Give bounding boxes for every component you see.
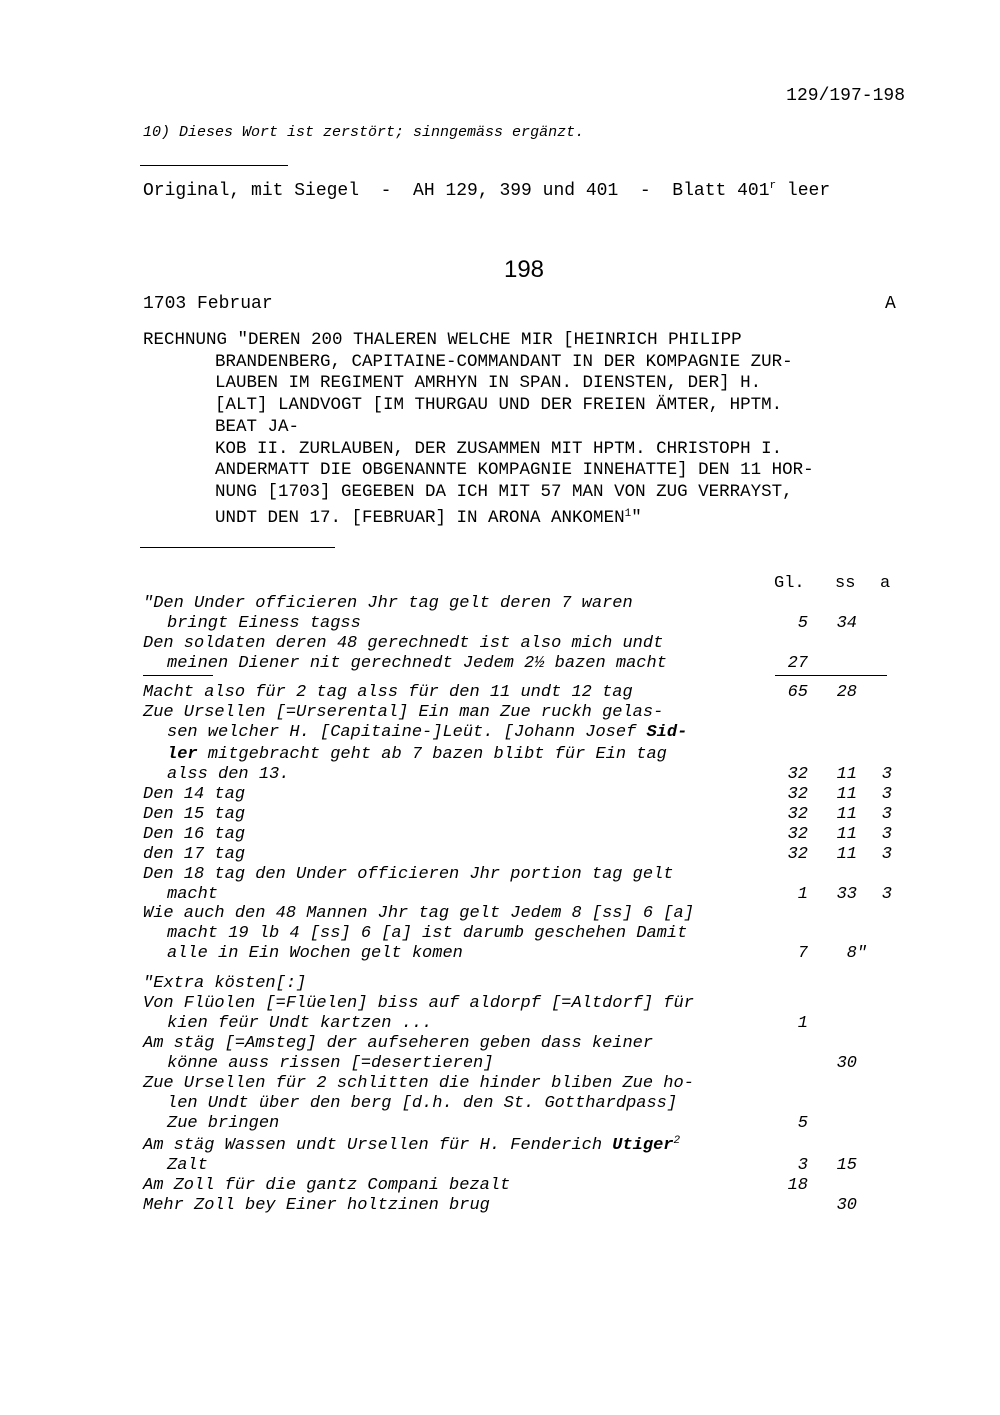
row-text: Den soldaten deren 48 gerechnedt ist also mich undt — [143, 634, 664, 653]
row-text: "Den Under officieren Jhr tag gelt deren 7 waren — [143, 594, 633, 613]
table-row — [143, 785, 245, 804]
source-text-after: leer — [776, 181, 831, 201]
document-number: 198 — [503, 256, 545, 283]
row-text: alss den 13. — [167, 765, 290, 784]
page-reference: 129/197-198 — [786, 86, 905, 106]
amount-gl: 32 — [787, 805, 808, 824]
amount-gl: 5 — [797, 1114, 808, 1133]
table-row — [167, 765, 289, 784]
heading-quote-close: " — [631, 507, 642, 528]
row-text: "Extra kösten[:] — [143, 974, 307, 993]
heading-line-text: [ALT] LANDVOGT [IM THURGAU UND DER FREIEN ÄMTER, HPTM. — [215, 395, 783, 416]
table-row — [143, 634, 663, 653]
amount-ss: 28 — [836, 683, 857, 702]
amount-ss: 33 — [836, 885, 857, 904]
amount-a: 3 — [881, 765, 892, 784]
row-text: Zalt — [167, 1156, 208, 1175]
table-row — [143, 1135, 680, 1155]
amount-ss: 34 — [836, 614, 857, 633]
amount-gl: 32 — [787, 845, 808, 864]
amount-gl: 27 — [787, 654, 808, 673]
row-text: len Undt über den berg [d.h. den St. Gotthardpass] — [167, 1094, 678, 1113]
heading-line-text: UNDT DEN 17. [FEBRUAR] IN ARONA ANKOMEN — [215, 507, 625, 528]
row-text: Wie auch den 48 Mannen Jhr tag gelt Jedem 8 [ss] 6 [a] — [143, 904, 694, 923]
person-name: ler — [167, 745, 198, 764]
table-row — [167, 614, 361, 633]
amount-gl: 3 — [797, 1156, 808, 1175]
amount-ss: 11 — [836, 805, 857, 824]
amount-a: 3 — [881, 845, 892, 864]
amount-gl: 18 — [787, 1176, 808, 1195]
table-row — [167, 745, 667, 764]
amount-ss: 11 — [836, 785, 857, 804]
heading-line-text: RECHNUNG "DEREN 200 THALEREN WELCHE MIR [HEINRICH PHILIPP — [143, 330, 742, 350]
column-header-a: a — [880, 574, 891, 593]
person-name: Utiger — [612, 1136, 674, 1155]
row-text: Zue Ursellen [=Urserental] Ein man Zue ruckh gelas- — [143, 703, 664, 722]
row-text: Von Flüolen [=Flüelen] biss auf aldorpf [=Altdorf] für — [143, 994, 694, 1013]
document-date: 1703 Februar — [143, 294, 273, 314]
row-text: Den 14 tag — [143, 785, 246, 804]
table-row — [143, 1034, 653, 1053]
column-header-gl: Gl. — [774, 574, 805, 593]
heading-line-text: NUNG [1703] GEGEBEN DA ICH MIT 57 MAN VON ZUG VERRAYST, — [215, 481, 793, 502]
table-row — [167, 1114, 279, 1133]
amount-gl: 65 — [787, 683, 808, 702]
heading-line-text: BRANDENBERG, CAPITAINE-COMMANDANT IN DER KOMPAGNIE ZUR- — [215, 351, 793, 372]
table-row — [167, 654, 667, 673]
table-row — [143, 904, 694, 923]
heading-line-text: KOB II. ZURLAUBEN, DER ZUSAMMEN MIT HPTM. CHRISTOPH I. — [215, 438, 783, 459]
amount-ss: 15 — [836, 1156, 857, 1175]
amount-ss: 11 — [836, 765, 857, 784]
table-row — [143, 1196, 490, 1215]
row-text: Zue Ursellen für 2 schlitten die hinder bliben Zue ho- — [143, 1074, 694, 1093]
amount-ss: 8" — [846, 944, 867, 963]
row-text: Zue bringen — [167, 1114, 280, 1133]
table-row — [143, 683, 633, 702]
table-row — [143, 994, 694, 1013]
table-row — [143, 845, 245, 864]
table-row — [167, 723, 687, 742]
row-text: Am stäg Wassen undt Ursellen für H. Fenderich — [143, 1136, 613, 1155]
table-row — [143, 1176, 510, 1195]
amount-gl: 32 — [787, 825, 808, 844]
table-row — [167, 944, 463, 963]
row-text: Den 18 tag den Under officieren Jhr portion tag gelt — [143, 865, 674, 884]
table-row — [167, 1054, 493, 1073]
column-header-ss: ss — [835, 574, 856, 593]
heading-line-text: ANDERMATT DIE OBGENANNTE KOMPAGNIE INNEHATTE] DEN 11 HOR- — [215, 460, 814, 481]
amount-ss: 30 — [836, 1196, 857, 1215]
footnote-10: 10) Dieses Wort ist zerstört; sinngemäss ergänzt. — [143, 124, 585, 141]
amount-a: 3 — [881, 825, 892, 844]
table-row — [143, 594, 633, 613]
row-text: Den 15 tag — [143, 805, 246, 824]
source-sup: r — [769, 180, 777, 192]
amount-ss: 30 — [836, 1054, 857, 1073]
amount-gl: 32 — [787, 765, 808, 784]
row-text: könne auss rissen [=desertieren] — [167, 1054, 494, 1073]
table-row — [143, 1074, 694, 1093]
person-name: Sid- — [646, 723, 688, 742]
heading-line-text: BEAT JA- — [215, 416, 300, 437]
amount-gl: 7 — [797, 944, 808, 963]
row-text: Macht also für 2 tag alss für den 11 undt 12 tag — [143, 683, 633, 702]
row-text: kien feür Undt kartzen ... — [167, 1014, 433, 1033]
row-text: Mehr Zoll bey Einer holtzinen brug — [143, 1196, 490, 1215]
subtotal-rule-right — [775, 675, 887, 676]
document-letter: A — [885, 294, 896, 314]
amount-gl: 5 — [797, 614, 808, 633]
row-text: Am Zoll für die gantz Compani bezalt — [143, 1176, 511, 1195]
amount-a: 3 — [881, 785, 892, 804]
amount-ss: 11 — [836, 825, 857, 844]
row-text: Am stäg [=Amsteg] der aufseheren geben dass keiner — [143, 1034, 654, 1053]
row-text: alle in Ein Wochen gelt komen — [167, 944, 463, 963]
amount-gl: 1 — [797, 885, 808, 904]
table-row — [143, 865, 674, 884]
row-text: bringt Einess tagss — [167, 614, 361, 633]
amount-gl: 1 — [797, 1014, 808, 1033]
amount-a: 3 — [881, 805, 892, 824]
footnote-ref: 1 — [624, 507, 632, 520]
amount-a: 3 — [881, 885, 892, 904]
table-row — [143, 825, 245, 844]
row-text: sen welcher H. [Capitaine-]Leüt. [Johann Josef — [167, 723, 647, 742]
table-row — [167, 1094, 677, 1113]
footnote-ref: 2 — [673, 1135, 681, 1147]
table-row — [167, 924, 687, 943]
row-text: Den 16 tag — [143, 825, 246, 844]
table-row — [143, 974, 306, 993]
source-text: Original, mit Siegel - AH 129, 399 und 401 - Blatt 401 — [143, 181, 770, 201]
row-text: mitgebracht geht ab 7 bazen blibt für Ein tag — [197, 745, 667, 764]
row-text: macht 19 lb 4 [ss] 6 [a] ist darumb geschehen Damit — [167, 924, 688, 943]
table-row — [167, 1014, 432, 1033]
amount-ss: 11 — [836, 845, 857, 864]
table-row — [143, 805, 245, 824]
table-row — [167, 885, 218, 904]
row-text: macht — [167, 885, 219, 904]
heading-line-text: LAUBEN IM REGIMENT AMRHYN IN SPAN. DIENSTEN, DER] H. — [215, 373, 762, 394]
table-row — [143, 703, 663, 722]
subtotal-rule-left — [143, 675, 213, 676]
row-text: den 17 tag — [143, 845, 246, 864]
amount-gl: 32 — [787, 785, 808, 804]
row-text: meinen Diener nit gerechnedt Jedem 2½ bazen macht — [167, 654, 667, 673]
table-row — [167, 1156, 208, 1175]
